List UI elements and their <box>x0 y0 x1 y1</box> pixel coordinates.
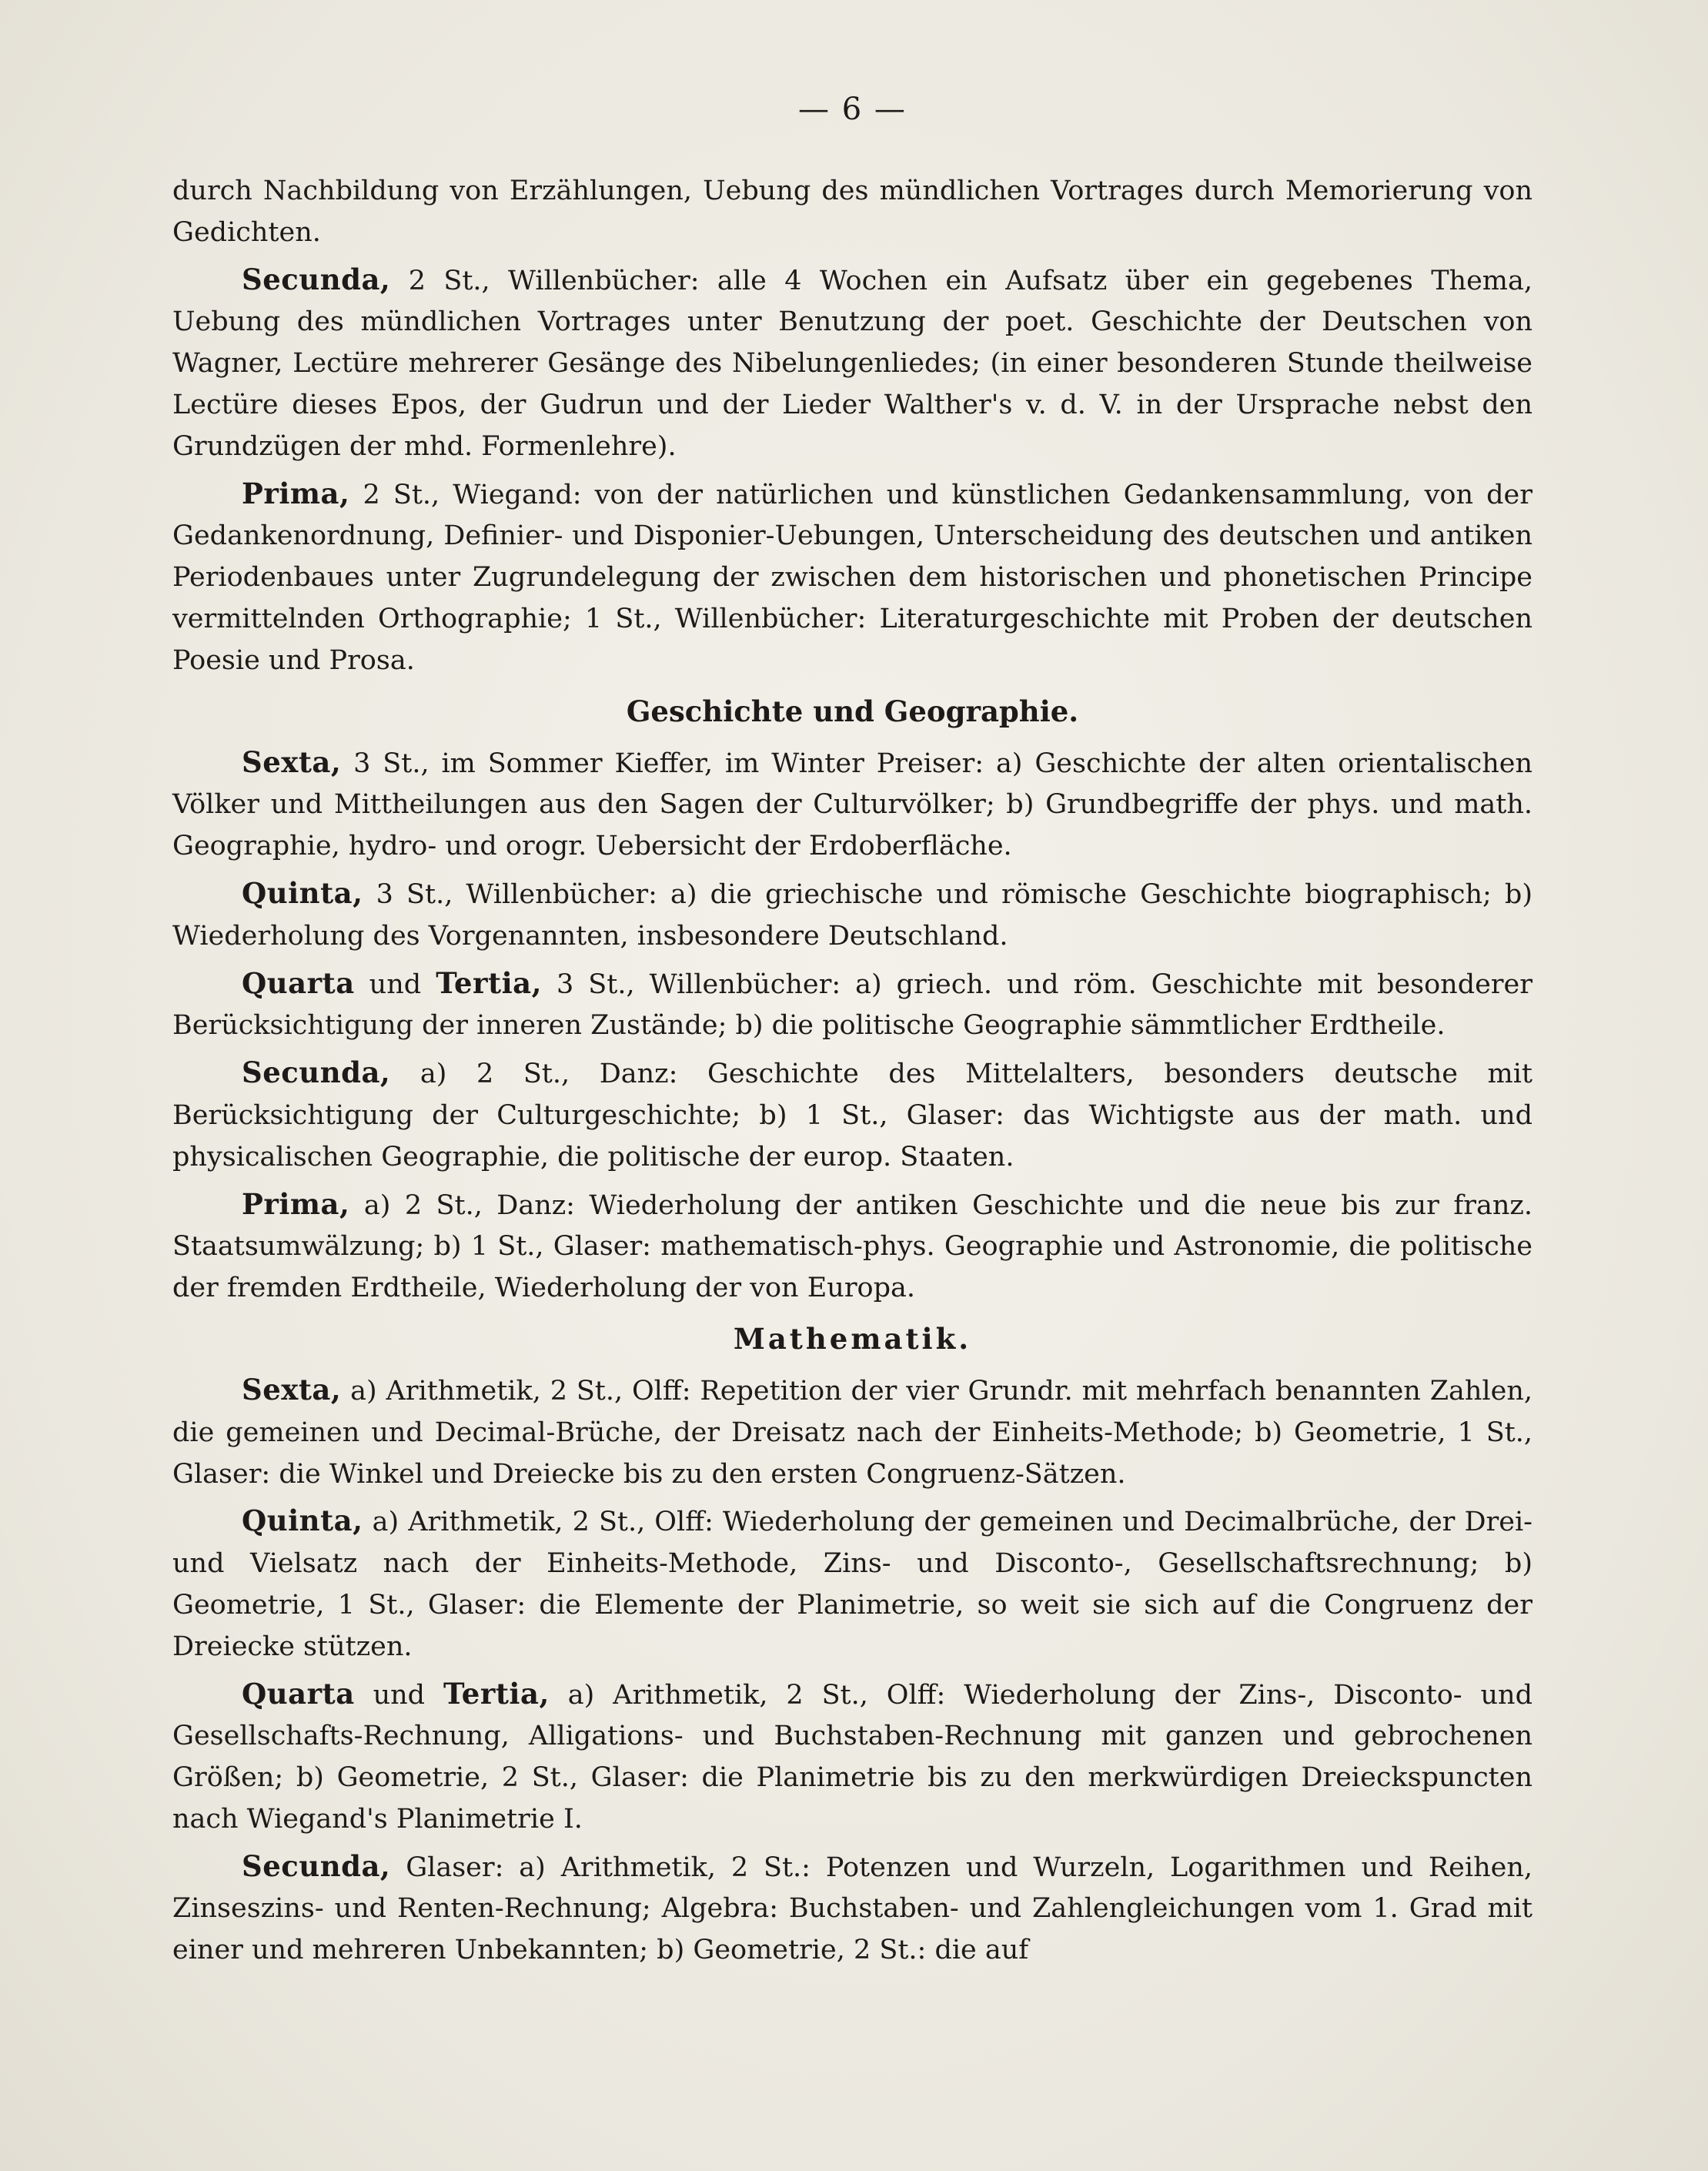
geschichte-quinta-paragraph <box>172 873 1533 958</box>
grade-label: Secunda, <box>242 1848 391 1883</box>
grade-label: Sexta, <box>242 1372 342 1407</box>
paragraph-text: 2 St., Wiegand: von der natürlichen und künstlichen Gedankensammlung, von der Gedankenordnung, Definier- und Disponier-Uebungen, Unterscheidung des deutschen und antiken Periodenbaues unter Zugrundelegung der zwischen dem historischen und phonetischen Principe vermittelnden Orthographie; 1 St., Willenbücher: Literaturgeschichte mit Proben der deutschen Poesie und Prosa. <box>172 479 1533 676</box>
section-heading-mathematik: Mathematik. <box>733 1321 972 1356</box>
geschichte-quarta-tertia-paragraph <box>172 963 1533 1048</box>
paragraph-text: 3 St., im Sommer Kieffer, im Winter Preiser: a) Geschichte der alten orientalischen Völker und Mittheilungen aus den Sagen der Culturvölker; b) Grundbegriffe der phys. und math. Geographie, hydro- und orogr. Uebersicht der Erdoberfläche. <box>172 748 1533 862</box>
mathematik-quarta-tertia-paragraph <box>172 1674 1533 1841</box>
connector-text: und <box>354 968 436 1000</box>
grade-label: Tertia, <box>436 965 543 1000</box>
grade-label: Secunda, <box>242 262 391 296</box>
geschichte-sexta-paragraph <box>172 742 1533 868</box>
mathematik-quinta-paragraph <box>172 1500 1533 1668</box>
paragraph-text: a) Arithmetik, 2 St., Olff: Wiederholung der gemeinen und Decimalbrüche, der Drei- und Vielsatz nach der Einheits-Methode, Zins- und Disconto-, Gesellschaftsrechnung; b) Geometrie, 1 St., Glaser: die Elemente der Planimetrie, so weit sie sich auf die Congruenz der Dreiecke stützen. <box>172 1507 1533 1662</box>
paragraph-text: a) 2 St., Danz: Wiederholung der antiken Geschichte und die neue bis zur franz. Staatsumwälzung; b) 1 St., Glaser: mathematisch-phys. Geographie und Astronomie, die politische der fremden Erdtheile, Wiederholung der von Europa. <box>172 1189 1533 1304</box>
grade-label: Prima, <box>242 476 350 510</box>
mathematik-sexta-paragraph <box>172 1370 1533 1495</box>
geschichte-secunda-paragraph <box>172 1052 1533 1178</box>
paragraph-text: Glaser: a) Arithmetik, 2 St.: Potenzen und Wurzeln, Logarithmen und Reihen, Zinseszins- und Renten-Rechnung; Algebra: Buchstaben- und Zahlengleichungen vom 1. Grad mit einer und mehreren Unbekannten; b) Geometrie, 2 St.: die auf <box>172 1852 1533 1966</box>
grade-label: Prima, <box>242 1186 350 1221</box>
paragraph-text: 3 St., Willenbücher: a) die griechische und römische Geschichte biographisch; b) Wiederholung des Vorgenannten, insbesondere Deutschland. <box>172 878 1533 952</box>
grade-label: Quinta, <box>242 1504 363 1538</box>
deutsch-prima-paragraph <box>172 473 1533 682</box>
grade-label: Quinta, <box>242 875 363 910</box>
grade-label: Secunda, <box>242 1055 391 1090</box>
connector-text: und <box>354 1679 443 1711</box>
paragraph-text: a) 2 St., Danz: Geschichte des Mittelalters, besonders deutsche mit Berücksichtigung der Culturgeschichte; b) 1 St., Glaser: das Wichtigste aus der math. und physicalischen Geographie, die politische der europ. Staaten. <box>172 1059 1533 1172</box>
paragraph-text: 2 St., Willenbücher: alle 4 Wochen ein Aufsatz über ein gegebenes Thema, Uebung des mündlichen Vortrages unter Benutzung der poet. Geschichte der Deutschen von Wagner, Lectüre mehrerer Gesänge des Nibelungenliedes; (in einer besonderen Stunde theilweise Lectüre dieses Epos, der Gudrun und der Lieder Walther's v. d. V. in der Ursprache nebst den Grundzügen der mhd. Formenlehre). <box>172 265 1533 462</box>
grade-label: Quarta <box>242 965 355 1000</box>
paragraph-text: a) Arithmetik, 2 St., Olff: Wiederholung der Zins-, Disconto- und Gesellschafts-Rechnung, Alligations- und Buchstaben-Rechnung mit ganzen und gebrochenen Größen; b) Geometrie, 2 St., Glaser: die Planimetrie bis zu den merkwürdigen Dreieckspuncten nach Wiegand's Planimetrie I. <box>172 1679 1533 1835</box>
section-heading-geschichte: Geschichte und Geographie. <box>626 694 1079 728</box>
intro-paragraph: durch Nachbildung von Erzählungen, Uebung des mündlichen Vortrages durch Memorierung von Gedichten. <box>172 176 1533 248</box>
mathematik-secunda-paragraph <box>172 1846 1533 1972</box>
grade-label: Sexta, <box>242 744 342 779</box>
paragraph-text: a) Arithmetik, 2 St., Olff: Repetition der vier Grundr. mit mehrfach benannten Zahlen, die gemeinen und Decimal-Brüche, der Dreisatz nach der Einheits-Methode; b) Geometrie, 1 St., Glaser: die Winkel und Dreiecke bis zu den ersten Congruenz-Sätzen. <box>172 1375 1533 1490</box>
paragraph-text: 3 St., Willenbücher: a) griech. und röm. Geschichte mit besonderer Berücksichtigung der inneren Zustände; b) die politische Geographie sämmtlicher Erdtheile. <box>172 968 1533 1042</box>
geschichte-prima-paragraph <box>172 1184 1533 1310</box>
page-number: — 6 — <box>798 92 907 127</box>
grade-label: Tertia, <box>443 1676 550 1711</box>
grade-label: Quarta <box>242 1676 355 1711</box>
deutsch-secunda-paragraph <box>172 259 1533 468</box>
